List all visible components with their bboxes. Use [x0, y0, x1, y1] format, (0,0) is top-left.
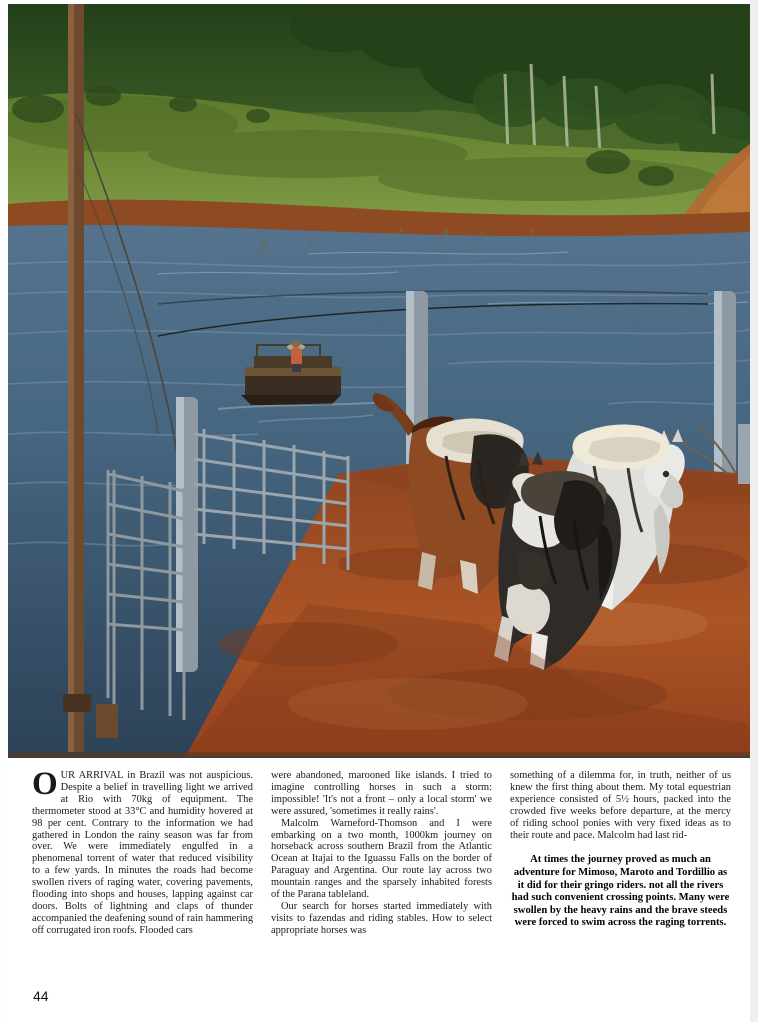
paragraph-text: UR ARRIVAL in Brazil was not auspicious. Despite a belief in travelling light we arrived at Rio with 70kg of equipment. The thermometer stood at 33°C and humidity hovered at 98 per cent. Contrary to the information we had gathered in London the rainy season was far from over. We were immediately engulfed in a phenomenal torrent of water that reduced visibility to a few yards. In minutes the roads had become swollen rivers of raging water, covering pavements, flooding into shops and houses, lapping against car doors. Bolts of lightning and claps of thunder accompanied the deafening sound of rain hammering off corrugated iron roofs. Flooded cars — [32, 770, 254, 936]
paragraph — [32, 766, 254, 937]
text-column-3 — [510, 770, 731, 975]
drop-cap: O — [32, 766, 58, 802]
page-left-margin — [0, 0, 8, 1022]
photo-illustration — [8, 4, 750, 758]
text-column-1 — [32, 766, 254, 975]
paragraph: something of a dilemma for, in truth, neither of us knew the first thing about them. My total equestrian experience consisted of 5½ hours, packed into the crowded five weeks before departure, at the mercy of riding school ponies with very fixed ideas as to their route and pace. Malcolm had last rid- — [510, 770, 731, 841]
page-right-edge — [750, 0, 758, 1022]
text-column-2 — [271, 770, 492, 975]
paragraph: Malcolm Warneford-Thomson and I were embarking on a two month, 1000km journey on horseback across southern Brazil from the Atlantic Ocean at Itajai to the Iguassu Falls on the border of Paraguay and Argentina. Our route lay across two mountain ranges and the sparsely inhabited forests of the Parana tableland. — [271, 817, 492, 901]
pull-quote: At times the journey proved as much an adventure for Mimoso, Maroto and Tordillio as it did for their gringo riders. not all the rivers had such convenient crossing points. Many were swollen by the heavy rains and the brave steeds were forced to swim across the raging torrents. — [511, 854, 730, 929]
article-text — [32, 766, 732, 975]
paragraph: were abandoned, marooned like islands. I tried to imagine controlling horses in such a storm: impossible! 'It's not a front – only a local storm' we were assured, 'sometimes it really rains'. — [271, 770, 492, 817]
page-number: 44 — [33, 988, 49, 1004]
article-photograph — [8, 4, 750, 758]
paragraph: Our search for horses started immediately with visits to fazendas and riding stables. How to select appropriate horses was — [271, 900, 492, 936]
